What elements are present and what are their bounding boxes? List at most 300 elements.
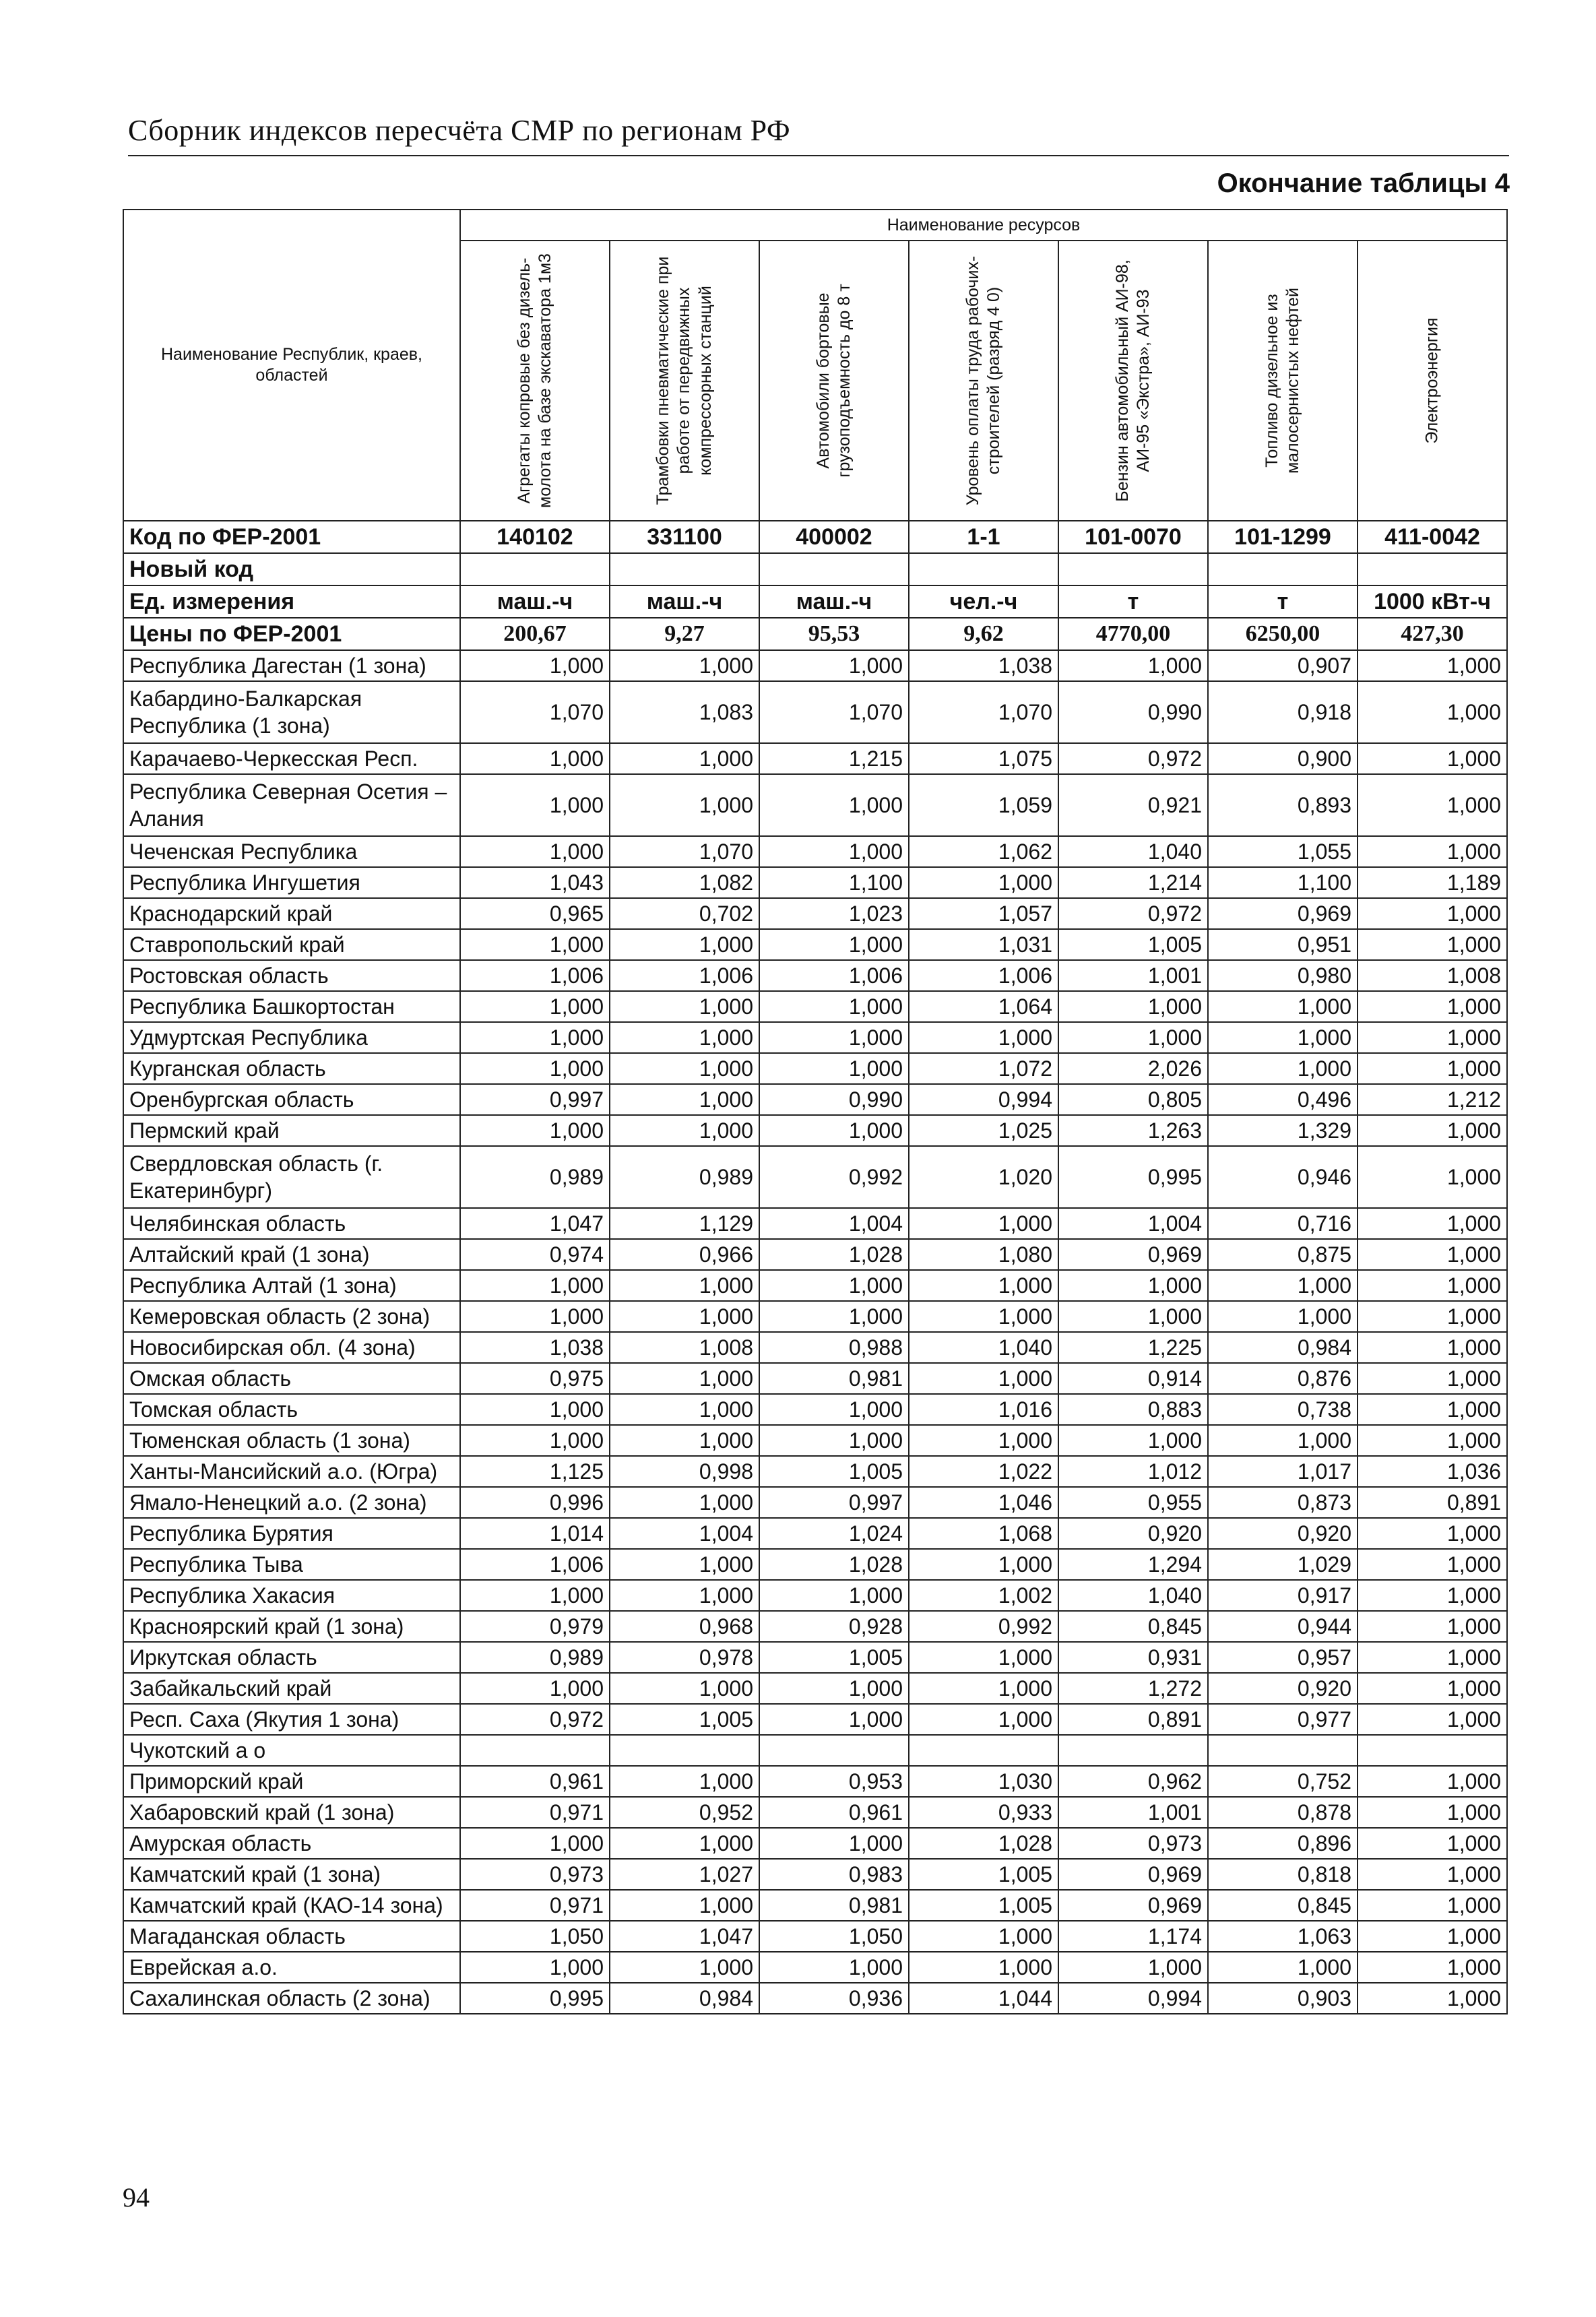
index-value-cell: 1,000 — [1058, 1022, 1208, 1053]
meta-cell: 1000 кВт-ч — [1358, 585, 1507, 618]
table-row — [123, 1053, 1507, 1084]
index-value-cell: 0,969 — [1058, 1890, 1208, 1921]
index-value-cell: 1,263 — [1058, 1115, 1208, 1146]
index-value-cell: 1,000 — [909, 1952, 1058, 1983]
region-name: Забайкальский край — [123, 1673, 460, 1704]
index-value-cell: 0,951 — [1208, 929, 1358, 960]
index-value-cell: 1,000 — [610, 929, 759, 960]
index-value-cell: 0,752 — [1208, 1766, 1358, 1797]
index-value-cell: 1,046 — [909, 1487, 1058, 1518]
index-value-cell: 1,001 — [1058, 1797, 1208, 1828]
index-value-cell: 0,969 — [1208, 898, 1358, 929]
index-value-cell: 0,995 — [460, 1983, 610, 2014]
index-value-cell: 0,845 — [1058, 1611, 1208, 1642]
index-value-cell: 1,000 — [610, 1270, 759, 1301]
region-name: Камчатский край (КАО-14 зона) — [123, 1890, 460, 1921]
index-value-cell: 1,072 — [909, 1053, 1058, 1084]
index-value-cell: 1,000 — [1358, 1022, 1507, 1053]
meta-cell: чел.-ч — [909, 585, 1058, 618]
index-value-cell: 1,082 — [610, 867, 759, 898]
index-value-cell: 0,928 — [759, 1611, 909, 1642]
index-value-cell: 1,000 — [759, 1952, 909, 1983]
region-column-header: Наименование Республик, краев, областей — [123, 210, 460, 521]
index-value-cell: 1,000 — [1358, 1301, 1507, 1332]
index-value-cell: 1,000 — [909, 867, 1058, 898]
index-value-cell: 1,000 — [759, 1828, 909, 1859]
index-value-cell: 1,005 — [1058, 929, 1208, 960]
meta-cell: маш.-ч — [759, 585, 909, 618]
region-name: Ставропольский край — [123, 929, 460, 960]
region-name: Омская область — [123, 1363, 460, 1394]
index-value-cell: 1,000 — [759, 1270, 909, 1301]
index-value-cell: 1,000 — [909, 1549, 1058, 1580]
index-value-cell: 1,000 — [1358, 1549, 1507, 1580]
index-value-cell: 1,000 — [460, 1828, 610, 1859]
index-value-cell: 1,000 — [1358, 1394, 1507, 1425]
index-value-cell — [460, 1735, 610, 1766]
resource-header-label: Топливо дизельное из малосернистых нефтей — [1262, 287, 1302, 474]
index-value-cell: 0,981 — [759, 1363, 909, 1394]
index-value-cell: 0,903 — [1208, 1983, 1358, 2014]
index-value-cell: 1,000 — [460, 1053, 610, 1084]
index-value-cell: 1,000 — [460, 1394, 610, 1425]
region-name: Тюменская область (1 зона) — [123, 1425, 460, 1456]
index-table — [123, 209, 1508, 2014]
index-value-cell: 1,000 — [460, 929, 610, 960]
index-value-cell: 0,984 — [610, 1983, 759, 2014]
index-value-cell: 1,000 — [460, 743, 610, 774]
index-value-cell: 1,000 — [610, 1301, 759, 1332]
index-value-cell: 0,920 — [1208, 1518, 1358, 1549]
index-value-cell: 0,989 — [460, 1146, 610, 1208]
index-value-cell: 1,000 — [1358, 1921, 1507, 1952]
index-value-cell: 0,969 — [1058, 1859, 1208, 1890]
index-value-cell: 1,000 — [1208, 1270, 1358, 1301]
index-value-cell: 1,043 — [460, 867, 610, 898]
index-value-cell: 1,000 — [1358, 929, 1507, 960]
index-value-cell: 0,972 — [460, 1704, 610, 1735]
index-value-cell: 1,068 — [909, 1518, 1058, 1549]
meta-cell — [759, 553, 909, 585]
table-row — [123, 1611, 1507, 1642]
index-value-cell: 0,972 — [1058, 743, 1208, 774]
index-value-cell: 1,000 — [759, 836, 909, 867]
index-value-cell: 1,000 — [909, 1208, 1058, 1239]
meta-cell: 200,67 — [460, 618, 610, 650]
index-value-cell: 1,272 — [1058, 1673, 1208, 1704]
table-row — [123, 1704, 1507, 1735]
index-value-cell: 1,036 — [1358, 1456, 1507, 1487]
meta-cell: 9,62 — [909, 618, 1058, 650]
index-value-cell: 0,936 — [759, 1983, 909, 2014]
index-value-cell: 1,000 — [759, 1022, 909, 1053]
index-value-cell: 0,972 — [1058, 898, 1208, 929]
index-value-cell: 0,917 — [1208, 1580, 1358, 1611]
table-row — [123, 774, 1507, 836]
index-value-cell: 1,000 — [1358, 1146, 1507, 1208]
table-row — [123, 1673, 1507, 1704]
index-value-cell: 1,000 — [610, 650, 759, 681]
index-value-cell: 1,000 — [1358, 1983, 1507, 2014]
index-value-cell: 1,000 — [759, 1704, 909, 1735]
index-value-cell: 0,971 — [460, 1890, 610, 1921]
index-value-cell: 0,980 — [1208, 960, 1358, 991]
index-value-cell: 1,000 — [1358, 1611, 1507, 1642]
region-name: Магаданская область — [123, 1921, 460, 1952]
meta-cell: 400002 — [759, 521, 909, 553]
index-value-cell: 2,026 — [1058, 1053, 1208, 1084]
region-name: Красноярский край (1 зона) — [123, 1611, 460, 1642]
table-row — [123, 1270, 1507, 1301]
index-value-cell: 1,000 — [460, 1673, 610, 1704]
index-value-cell: 1,000 — [1058, 991, 1208, 1022]
index-value-cell: 1,000 — [1058, 1952, 1208, 1983]
index-value-cell: 1,023 — [759, 898, 909, 929]
index-value-cell: 1,000 — [610, 1580, 759, 1611]
table-row — [123, 743, 1507, 774]
region-name: Сахалинская область (2 зона) — [123, 1983, 460, 2014]
meta-row-label: Код по ФЕР-2001 — [123, 521, 460, 553]
index-value-cell: 0,891 — [1358, 1487, 1507, 1518]
region-name: Хабаровский край (1 зона) — [123, 1797, 460, 1828]
meta-cell — [1208, 553, 1358, 585]
index-value-cell: 1,000 — [1358, 1363, 1507, 1394]
index-value-cell: 1,017 — [1208, 1456, 1358, 1487]
index-value-cell: 1,000 — [610, 1053, 759, 1084]
index-value-cell: 0,818 — [1208, 1859, 1358, 1890]
meta-cell: т — [1208, 585, 1358, 618]
price-row — [123, 618, 1507, 650]
resource-header-pile-driver — [460, 241, 610, 521]
region-name: Томская область — [123, 1394, 460, 1425]
index-value-cell: 0,716 — [1208, 1208, 1358, 1239]
index-value-cell: 1,000 — [759, 1053, 909, 1084]
index-value-cell: 1,000 — [460, 1301, 610, 1332]
resource-header-label: Электроэнергия — [1422, 317, 1442, 444]
index-value-cell: 1,006 — [460, 960, 610, 991]
index-value-cell: 1,125 — [460, 1456, 610, 1487]
index-value-cell: 0,973 — [1058, 1828, 1208, 1859]
index-value-cell: 1,000 — [460, 1425, 610, 1456]
table-row — [123, 1022, 1507, 1053]
index-value-cell: 0,995 — [1058, 1146, 1208, 1208]
index-value-cell: 1,005 — [610, 1704, 759, 1735]
index-value-cell: 1,031 — [909, 929, 1058, 960]
resource-header-truck — [759, 241, 909, 521]
table-row — [123, 1580, 1507, 1611]
index-value-cell: 1,000 — [759, 1301, 909, 1332]
region-name: Республика Хакасия — [123, 1580, 460, 1611]
table-row — [123, 650, 1507, 681]
index-value-cell: 1,329 — [1208, 1115, 1358, 1146]
resource-header-label: Уровень оплаты труда рабочих-строителей (разряд 4 0) — [963, 255, 1003, 506]
index-value-cell: 1,070 — [909, 681, 1058, 743]
index-value-cell: 1,004 — [759, 1208, 909, 1239]
index-value-cell: 1,029 — [1208, 1549, 1358, 1580]
index-value-cell: 1,002 — [909, 1580, 1058, 1611]
region-name: Республика Алтай (1 зона) — [123, 1270, 460, 1301]
index-value-cell: 1,000 — [460, 1115, 610, 1146]
index-value-cell: 1,038 — [460, 1332, 610, 1363]
index-value-cell: 1,225 — [1058, 1332, 1208, 1363]
index-value-cell: 1,000 — [1358, 1766, 1507, 1797]
index-value-cell: 1,000 — [1358, 1425, 1507, 1456]
index-value-cell: 0,914 — [1058, 1363, 1208, 1394]
index-value-cell: 1,000 — [460, 991, 610, 1022]
index-value-cell: 0,966 — [610, 1239, 759, 1270]
index-value-cell — [909, 1735, 1058, 1766]
meta-cell: 95,53 — [759, 618, 909, 650]
index-value-cell: 0,496 — [1208, 1084, 1358, 1115]
table-row — [123, 960, 1507, 991]
index-value-cell: 0,988 — [759, 1332, 909, 1363]
index-value-cell: 1,000 — [610, 743, 759, 774]
index-value-cell: 0,965 — [460, 898, 610, 929]
meta-cell — [610, 553, 759, 585]
region-rows — [123, 650, 1507, 2014]
index-value-cell: 0,931 — [1058, 1642, 1208, 1673]
index-value-cell: 1,000 — [1358, 1952, 1507, 1983]
table-row — [123, 1146, 1507, 1208]
index-value-cell: 1,030 — [909, 1766, 1058, 1797]
index-value-cell: 0,893 — [1208, 774, 1358, 836]
index-value-cell — [1058, 1735, 1208, 1766]
region-name: Республика Башкортостан — [123, 991, 460, 1022]
index-value-cell: 1,000 — [1358, 1053, 1507, 1084]
index-value-cell: 1,000 — [1358, 1332, 1507, 1363]
index-value-cell: 1,000 — [1358, 1518, 1507, 1549]
resource-header-label: Трамбовки пневматические при работе от передвижных компрессорных станций — [653, 256, 715, 505]
index-value-cell: 1,000 — [759, 650, 909, 681]
region-name: Кемеровская область (2 зона) — [123, 1301, 460, 1332]
table-row — [123, 1456, 1507, 1487]
index-value-cell: 1,000 — [1208, 1425, 1358, 1456]
index-value-cell: 0,896 — [1208, 1828, 1358, 1859]
index-value-cell: 0,961 — [759, 1797, 909, 1828]
region-name: Еврейская а.о. — [123, 1952, 460, 1983]
index-value-cell: 1,006 — [909, 960, 1058, 991]
index-value-cell: 1,047 — [610, 1921, 759, 1952]
index-value-cell: 0,994 — [909, 1084, 1058, 1115]
index-value-cell: 0,961 — [460, 1766, 610, 1797]
index-value-cell: 1,062 — [909, 836, 1058, 867]
index-value-cell: 1,000 — [610, 1487, 759, 1518]
table-row — [123, 1487, 1507, 1518]
index-value-cell: 1,025 — [909, 1115, 1058, 1146]
index-value-cell: 1,059 — [909, 774, 1058, 836]
meta-row-label: Новый код — [123, 553, 460, 585]
index-value-cell: 1,075 — [909, 743, 1058, 774]
meta-row-label: Ед. измерения — [123, 585, 460, 618]
index-value-cell — [1208, 1735, 1358, 1766]
index-value-cell: 1,000 — [1208, 1301, 1358, 1332]
index-value-cell: 1,000 — [1358, 1704, 1507, 1735]
resources-group-header: Наименование ресурсов — [460, 210, 1507, 241]
index-value-cell: 1,000 — [460, 1270, 610, 1301]
meta-rows — [123, 521, 1507, 650]
index-value-cell: 0,955 — [1058, 1487, 1208, 1518]
index-value-cell: 0,891 — [1058, 1704, 1208, 1735]
index-value-cell: 0,920 — [1058, 1518, 1208, 1549]
index-value-cell: 1,020 — [909, 1146, 1058, 1208]
index-value-cell: 1,000 — [1358, 743, 1507, 774]
meta-cell: 101-0070 — [1058, 521, 1208, 553]
index-value-cell: 1,000 — [610, 1363, 759, 1394]
index-value-cell: 1,028 — [909, 1828, 1058, 1859]
header-rule — [128, 155, 1509, 156]
index-value-cell: 1,000 — [1358, 1797, 1507, 1828]
table-row — [123, 1301, 1507, 1332]
index-value-cell: 1,000 — [909, 1673, 1058, 1704]
index-value-cell: 0,992 — [759, 1146, 909, 1208]
region-name: Удмуртская Республика — [123, 1022, 460, 1053]
index-value-cell: 1,189 — [1358, 867, 1507, 898]
index-value-cell: 1,000 — [1358, 1270, 1507, 1301]
index-value-cell: 0,994 — [1058, 1983, 1208, 2014]
index-value-cell: 1,024 — [759, 1518, 909, 1549]
table-row — [123, 1797, 1507, 1828]
index-value-cell: 1,080 — [909, 1239, 1058, 1270]
meta-cell: 331100 — [610, 521, 759, 553]
meta-cell: 140102 — [460, 521, 610, 553]
index-value-cell: 1,016 — [909, 1394, 1058, 1425]
index-value-cell: 0,962 — [1058, 1766, 1208, 1797]
region-name: Респ. Саха (Якутия 1 зона) — [123, 1704, 460, 1735]
index-value-cell: 0,971 — [460, 1797, 610, 1828]
table-row — [123, 991, 1507, 1022]
index-value-cell: 1,070 — [759, 681, 909, 743]
meta-cell: 427,30 — [1358, 618, 1507, 650]
index-value-cell: 0,944 — [1208, 1611, 1358, 1642]
resource-header-labor — [909, 241, 1058, 521]
index-value-cell: 0,946 — [1208, 1146, 1358, 1208]
index-value-cell: 0,969 — [1058, 1239, 1208, 1270]
index-value-cell: 1,000 — [1058, 1301, 1208, 1332]
index-value-cell: 1,100 — [1208, 867, 1358, 898]
index-value-cell — [759, 1735, 909, 1766]
index-value-cell: 0,978 — [610, 1642, 759, 1673]
index-value-cell: 0,876 — [1208, 1363, 1358, 1394]
index-value-cell: 1,000 — [1358, 1208, 1507, 1239]
index-value-cell: 1,000 — [909, 1363, 1058, 1394]
index-value-cell: 1,005 — [759, 1642, 909, 1673]
table-row — [123, 1642, 1507, 1673]
table-row — [123, 1363, 1507, 1394]
index-value-cell: 0,953 — [759, 1766, 909, 1797]
index-value-cell: 1,028 — [759, 1549, 909, 1580]
table-row — [123, 1084, 1507, 1115]
index-value-cell: 1,004 — [1058, 1208, 1208, 1239]
table-row — [123, 681, 1507, 743]
index-value-cell: 1,000 — [1358, 1828, 1507, 1859]
index-value-cell: 0,997 — [460, 1084, 610, 1115]
index-value-cell: 1,000 — [460, 1580, 610, 1611]
table-row — [123, 1115, 1507, 1146]
table-row — [123, 1921, 1507, 1952]
meta-cell: 411-0042 — [1358, 521, 1507, 553]
meta-cell: 4770,00 — [1058, 618, 1208, 650]
index-value-cell: 1,038 — [909, 650, 1058, 681]
index-value-cell: 1,000 — [1358, 681, 1507, 743]
index-value-cell: 1,000 — [460, 1952, 610, 1983]
new-code-row — [123, 553, 1507, 585]
index-value-cell: 1,000 — [610, 1115, 759, 1146]
index-value-cell: 1,006 — [759, 960, 909, 991]
index-value-cell: 1,027 — [610, 1859, 759, 1890]
index-value-cell: 1,000 — [1208, 1952, 1358, 1983]
index-value-cell: 1,000 — [1358, 1580, 1507, 1611]
index-value-cell: 1,070 — [610, 836, 759, 867]
meta-row-label: Цены по ФЕР-2001 — [123, 618, 460, 650]
index-table-container — [123, 209, 1508, 2014]
table-row — [123, 929, 1507, 960]
index-value-cell: 1,129 — [610, 1208, 759, 1239]
index-value-cell: 1,000 — [759, 929, 909, 960]
meta-cell: 1-1 — [909, 521, 1058, 553]
meta-cell — [1058, 553, 1208, 585]
table-row — [123, 1952, 1507, 1983]
index-value-cell: 1,215 — [759, 743, 909, 774]
index-value-cell: 0,702 — [610, 898, 759, 929]
resource-header-gasoline — [1058, 241, 1208, 521]
region-name: Республика Тыва — [123, 1549, 460, 1580]
region-name: Карачаево-Черкесская Респ. — [123, 743, 460, 774]
index-value-cell: 1,000 — [1058, 1270, 1208, 1301]
index-value-cell: 1,006 — [460, 1549, 610, 1580]
index-value-cell: 0,805 — [1058, 1084, 1208, 1115]
index-value-cell: 0,957 — [1208, 1642, 1358, 1673]
index-value-cell: 1,047 — [460, 1208, 610, 1239]
region-name: Краснодарский край — [123, 898, 460, 929]
index-value-cell: 0,977 — [1208, 1704, 1358, 1735]
table-row — [123, 1890, 1507, 1921]
index-value-cell: 1,008 — [1358, 960, 1507, 991]
resource-header-label: Агрегаты копровые без дизель-молота на базе экскаватора 1м3 — [514, 253, 554, 508]
region-name: Пермский край — [123, 1115, 460, 1146]
table-row — [123, 1518, 1507, 1549]
index-value-cell: 0,873 — [1208, 1487, 1358, 1518]
region-name: Республика Бурятия — [123, 1518, 460, 1549]
index-value-cell: 0,918 — [1208, 681, 1358, 743]
index-value-cell: 1,064 — [909, 991, 1058, 1022]
index-value-cell: 1,000 — [610, 1394, 759, 1425]
region-name: Оренбургская область — [123, 1084, 460, 1115]
index-value-cell: 0,920 — [1208, 1673, 1358, 1704]
table-row — [123, 1425, 1507, 1456]
page-number: 94 — [123, 2182, 150, 2213]
index-value-cell: 1,294 — [1058, 1549, 1208, 1580]
index-value-cell: 1,005 — [909, 1859, 1058, 1890]
index-value-cell: 1,040 — [909, 1332, 1058, 1363]
table-row — [123, 1983, 1507, 2014]
index-value-cell: 0,989 — [460, 1642, 610, 1673]
unit-row — [123, 585, 1507, 618]
index-value-cell: 1,000 — [759, 774, 909, 836]
resource-header-label: Бензин автомобильный АИ-98, АИ-95 «Экстра», АИ-93 — [1112, 259, 1153, 502]
meta-cell: маш.-ч — [610, 585, 759, 618]
region-name: Свердловская область (г. Екатеринбург) — [123, 1146, 460, 1208]
index-value-cell: 1,000 — [1358, 774, 1507, 836]
index-value-cell: 1,174 — [1058, 1921, 1208, 1952]
index-value-cell: 1,022 — [909, 1456, 1058, 1487]
meta-cell: 6250,00 — [1208, 618, 1358, 650]
region-name: Чукотский а о — [123, 1735, 460, 1766]
resource-header-rammer — [610, 241, 759, 521]
index-value-cell: 1,000 — [1358, 991, 1507, 1022]
index-value-cell: 0,738 — [1208, 1394, 1358, 1425]
index-value-cell: 1,083 — [610, 681, 759, 743]
index-value-cell: 1,000 — [1358, 1239, 1507, 1270]
